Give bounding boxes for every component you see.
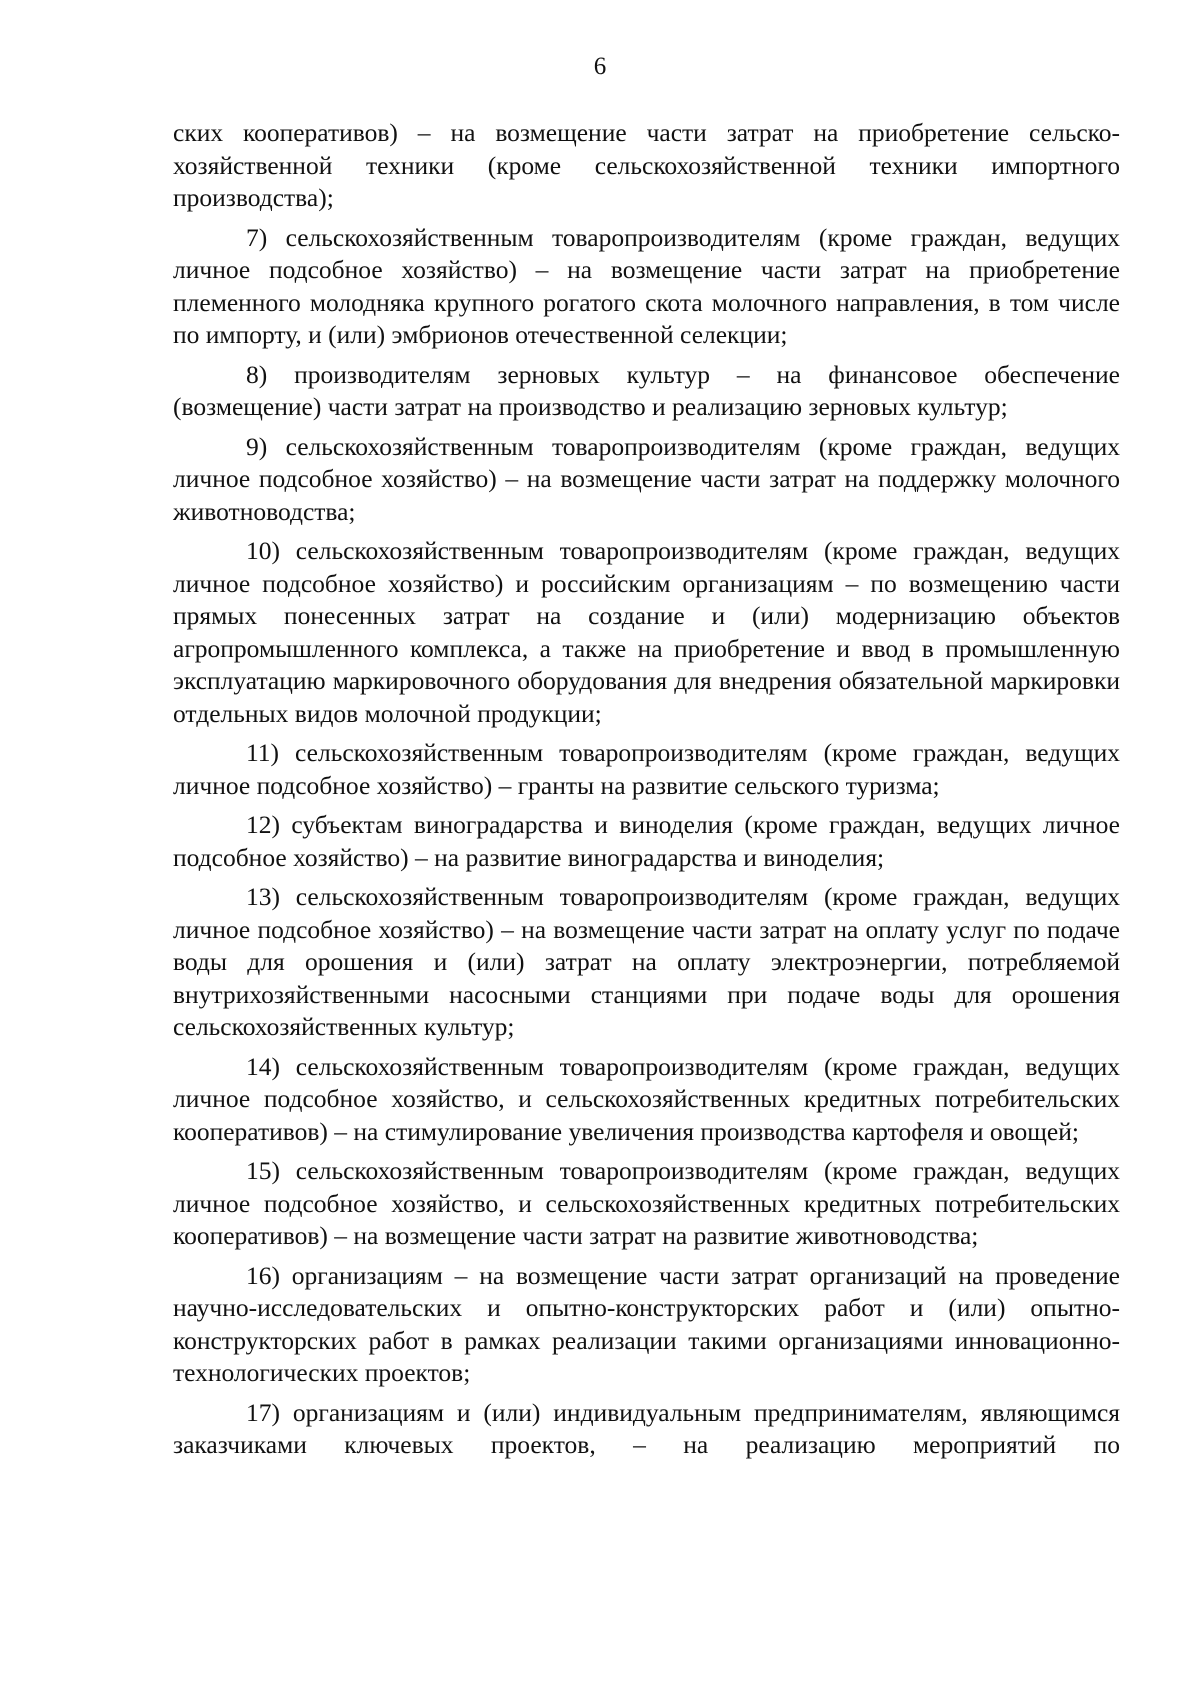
paragraph-item-9: 9) сельскохозяйственным товаропроизводителям (кроме граждан, ведущих личное подсобное хозяйство) – на возмещение части затрат на поддержку молочного животноводства;: [173, 431, 1120, 526]
paragraph-item-11: 11) сельскохозяйственным товаропроизводителям (кроме граждан, ведущих личное подсобное хозяйство) – гранты на развитие сельского туризма;: [173, 738, 1120, 800]
paragraph-item-15: 15) сельскохозяйственным товаропроизводителям (кроме граждан, ведущих личное подсобное хозяйство, и сельскохозяйственных кредитных потребительских кооперативов) – на возмещение части затрат на развитие животноводства;: [173, 1156, 1120, 1250]
paragraph-item-8: 8) производителям зерновых культур – на финансовое обеспечение (возмещение) части затрат на производство и реализацию зерновых культур;: [173, 359, 1120, 421]
paragraph-item-10: 10) сельскохозяйственным товаропроизводителям (кроме граждан, ведущих личное подсобное хозяйство) и российским организациям – по возмещению части прямых понесенных затрат на создание и (или) модернизацию объектов агропромышленного комплекса, а также на приобретение и ввод в промышленную эксплуатацию маркировочного оборудования для внедрения обязательной маркировки отдельных видов молочной продукции;: [173, 536, 1120, 728]
paragraph-item-16: 16) организациям – на возмещение части затрат организаций на проведение научно-исследовательских и опытно-конструкторских работ и (или) опытно-конструкторских работ в рамках реализации такими организациями инновационно-технологических проектов;: [173, 1260, 1120, 1387]
paragraph-item-13: 13) сельскохозяйственным товаропроизводителям (кроме граждан, ведущих личное подсобное хозяйство) – на возмещение части затрат на оплату услуг по подаче воды для орошения и (или) затрат на оплату электроэнергии, потребляемой внутрихозяйственными насосными станциями при подаче воды для орошения сельскохозяйственных культур;: [173, 882, 1120, 1041]
paragraph-item-17: 17) организациям и (или) индивидуальным предпринимателям, являющимся заказчиками ключевых проектов, – на реализацию мероприятий по: [173, 1397, 1120, 1459]
page-number: 6: [593, 53, 607, 80]
paragraph-item-12: 12) субъектам виноградарства и виноделия (кроме граждан, ведущих личное подсобное хозяйство) – на развитие виноградарства и виноделия;: [173, 810, 1120, 872]
document-body: [173, 117, 1120, 1469]
paragraph-continuation: ских кооперативов) – на возмещение части затрат на приобретение сельскохозяйственной техники (кроме сельскохозяйственной техники импортного производства);: [173, 118, 1120, 212]
paragraph-item-7: 7) сельскохозяйственным товаропроизводителям (кроме граждан, ведущих личное подсобное хозяйство) – на возмещение части затрат на приобретение племенного молодняка крупного рогатого скота молочного направления, в том числе по импорту, и (или) эмбрионов отечественной селекции;: [173, 222, 1120, 349]
paragraph-item-14: 14) сельскохозяйственным товаропроизводителям (кроме граждан, ведущих личное подсобное хозяйство, и сельскохозяйственных кредитных потребительских кооперативов) – на стимулирование увеличения производства картофеля и овощей;: [173, 1051, 1120, 1146]
